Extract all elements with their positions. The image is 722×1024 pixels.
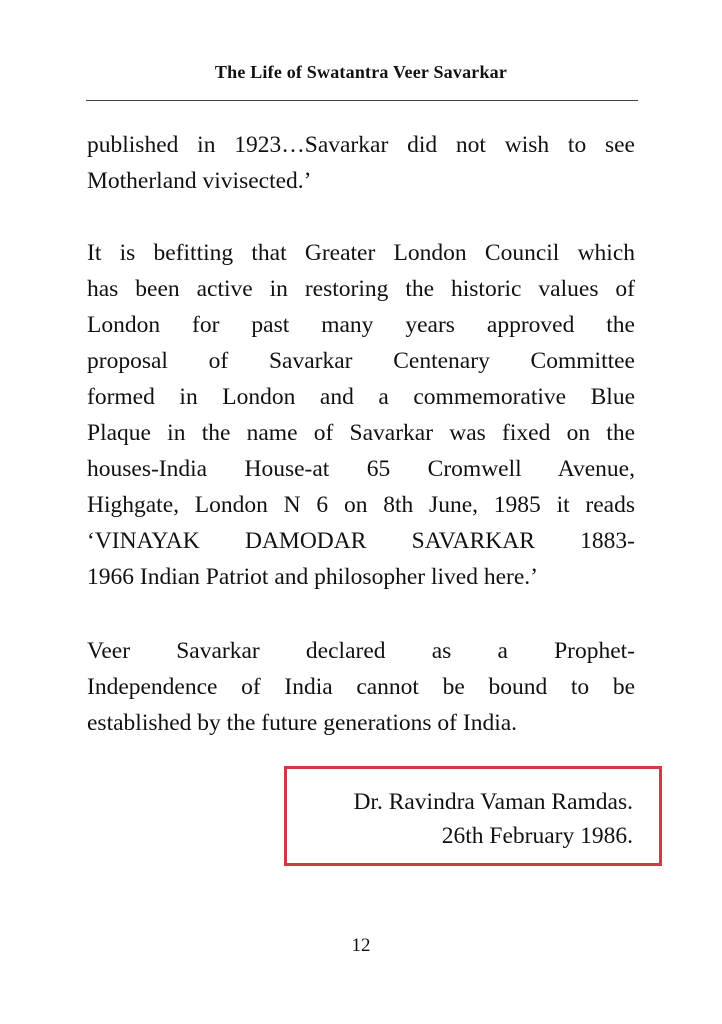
running-header-title: The Life of Swatantra Veer Savarkar [214, 62, 508, 82]
paragraph-line: Motherland vivisected.’ [87, 168, 312, 194]
signature-name: Dr. Ravindra Vaman Ramdas. [353, 789, 633, 815]
paragraph-line: ‘VINAYAK DAMODAR SAVARKAR 1883- [87, 528, 635, 554]
paragraph-1 [87, 127, 635, 199]
page-number: 12 [351, 935, 371, 956]
paragraph-line: has been active in restoring the historic values of [87, 276, 635, 302]
paragraph-3 [87, 633, 635, 741]
signature-date: 26th February 1986. [441, 823, 633, 849]
paragraph-line: Highgate, London N 6 on 8th June, 1985 it reads [87, 492, 635, 518]
paragraph-line: London for past many years approved the [87, 312, 635, 338]
paragraph-line: Veer Savarkar declared as a Prophet- [87, 638, 635, 664]
paragraph-2 [87, 235, 635, 595]
paragraph-line: It is befitting that Greater London Council which [87, 240, 635, 266]
paragraph-line: 1966 Indian Patriot and philosopher lived here.’ [87, 564, 538, 590]
paragraph-line: houses-India House-at 65 Cromwell Avenue, [87, 456, 635, 482]
paragraph-line: published in 1923…Savarkar did not wish to see [87, 132, 635, 158]
paragraph-line: Independence of India cannot be bound to be [87, 674, 635, 700]
paragraph-line: formed in London and a commemorative Blue [87, 384, 635, 410]
paragraph-line: proposal of Savarkar Centenary Committee [87, 348, 635, 374]
header-divider [86, 100, 638, 101]
signature-block [353, 785, 633, 853]
paragraph-line: established by the future generations of India. [87, 710, 518, 736]
signature-highlight-box [284, 766, 662, 866]
paragraph-line: Plaque in the name of Savarkar was fixed on the [87, 420, 635, 446]
